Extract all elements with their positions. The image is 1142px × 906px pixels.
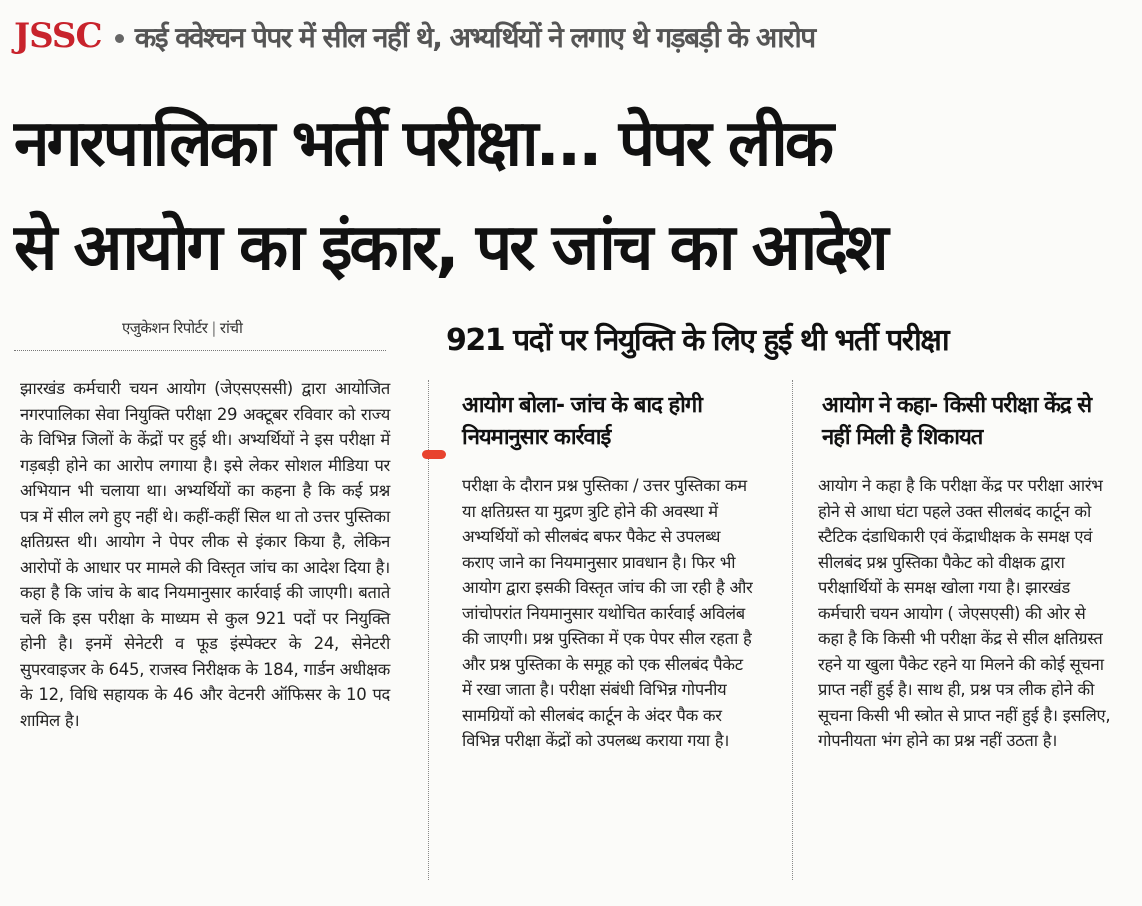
article-column-1: झारखंड कर्मचारी चयन आयोग (जेएसएससी) द्वारा आयोजित नगरपालिका सेवा नियुक्ति परीक्षा 29 अक्टूबर रविवार को राज्य के विभिन्न जिलों के केंद्रों पर हुई थी। अभ्यर्थियों ने इस परीक्षा में गड़बड़ी होने का आरोप लगाया है। इसे लेकर सोशल मीडिया पर अभियान भी चलाया था। अभ्यर्थियों का कहना है कि कई प्रश्न पत्र में सील लगे हुए नहीं थे। कहीं-कहीं सिल था तो उत्तर पुस्तिका क्षतिग्रस्त थी। आयोग ने पेपर लीक से इंकार किया है, लेकिन आरोपों के आधार पर मामले की विस्तृत जांच का आदेश दिया है। कहा है कि जांच के बाद नियमानुसार कार्रवाई की जाएगी। बताते चलें कि इस परीक्षा के माध्यम से कुल 921 पदों पर नियुक्ति होनी है। इनमें सेनेटरी व फूड इंस्पेक्टर के 24, सेनेटरी सुपरवाइजर के 645, राजस्व निरीक्षक के 184, गार्डन अधीक्षक के 12, विधि सहायक के 46 और वेटनरी ऑफिसर के 10 पद शामिल है।	[20, 379, 390, 730]
red-highlight-mark	[422, 450, 446, 459]
byline-divider	[14, 350, 386, 351]
byline-place: रांची	[219, 319, 243, 337]
column-2-heading: आयोग बोला- जांच के बाद होगी नियमानुसार कार्रवाई	[462, 393, 702, 450]
section-tag: JSSC	[14, 16, 102, 56]
main-headline	[14, 92, 1134, 300]
column-3-heading: आयोग ने कहा- किसी परीक्षा केंद्र से नहीं मिली है शिकायत	[822, 393, 1092, 450]
byline-separator: |	[211, 319, 216, 337]
article-column-3: आयोग ने कहा है कि परीक्षा केंद्र पर परीक्षा आरंभ होने से आधा घंटा पहले उक्त सीलबंद कार्टून को स्टैटिक दंडाधिकारी एवं केंद्राधीक्षक के समक्ष एवं सीलबंद प्रश्न पुस्तिका पैकेट को वीक्षक द्वारा परीक्षार्थियों के समक्ष खोला गया है। झारखंड कर्मचारी चयन आयोग ( जेएसएसी) की ओर से कहा है कि किसी भी परीक्षा केंद्र से सील क्षतिग्रस्त रहने या खुला पैकेट रहने या मिलने की कोई सूचना प्राप्त नहीं हुई है। साथ ही, प्रश्न पत्र लीक होने की सूचना किसी भी स्त्रोत से प्राप्त नहीं हुई है। इसलिए, गोपनीयता भंग होने का प्रश्न नहीं उठता है।	[818, 476, 1111, 750]
kicker-text: कई क्वेश्चन पेपर में सील नहीं थे, अभ्यर्थियों ने लगाए थे गड़बड़ी के आरोप	[134, 21, 815, 54]
kicker-line	[14, 16, 1134, 72]
column-divider-2	[792, 380, 793, 880]
subheadline: 921 पदों पर नियुक्ति के लिए हुई थी भर्ती परीक्षा	[446, 323, 949, 358]
headline-line-1: नगरपालिका भर्ती परीक्षा... पेपर लीक	[14, 107, 832, 181]
byline-reporter: एजुकेशन रिपोर्टर	[122, 319, 208, 337]
byline	[122, 318, 242, 338]
headline-line-2: से आयोग का इंकार, पर जांच का आदेश	[14, 211, 886, 285]
bullet-dot-icon	[115, 34, 124, 43]
article-column-2: परीक्षा के दौरान प्रश्न पुस्तिका / उत्तर पुस्तिका कम या क्षतिग्रस्त या मुद्रण त्रुटि होने की अवस्था में अभ्यर्थियों को सीलबंद बफर पैकेट से उपलब्ध कराए जाने का नियमानुसार प्रावधान है। फिर भी आयोग द्वारा इसकी विस्तृत जांच की जा रही है और जांचोपरांत नियमानुसार यथोचित कार्रवाई अविलंब की जाएगी। प्रश्न पुस्तिका में एक पेपर सील रहता है और प्रश्न पुस्तिका के समूह को एक सीलबंद पैकेट में रखा जाता है। परीक्षा संबंधी विभिन्न गोपनीय सामग्रियों को सीलबंद कार्टून के अंदर पैक कर विभिन्न परीक्षा केंद्रों को उपलब्ध कराया गया है।	[462, 476, 753, 750]
